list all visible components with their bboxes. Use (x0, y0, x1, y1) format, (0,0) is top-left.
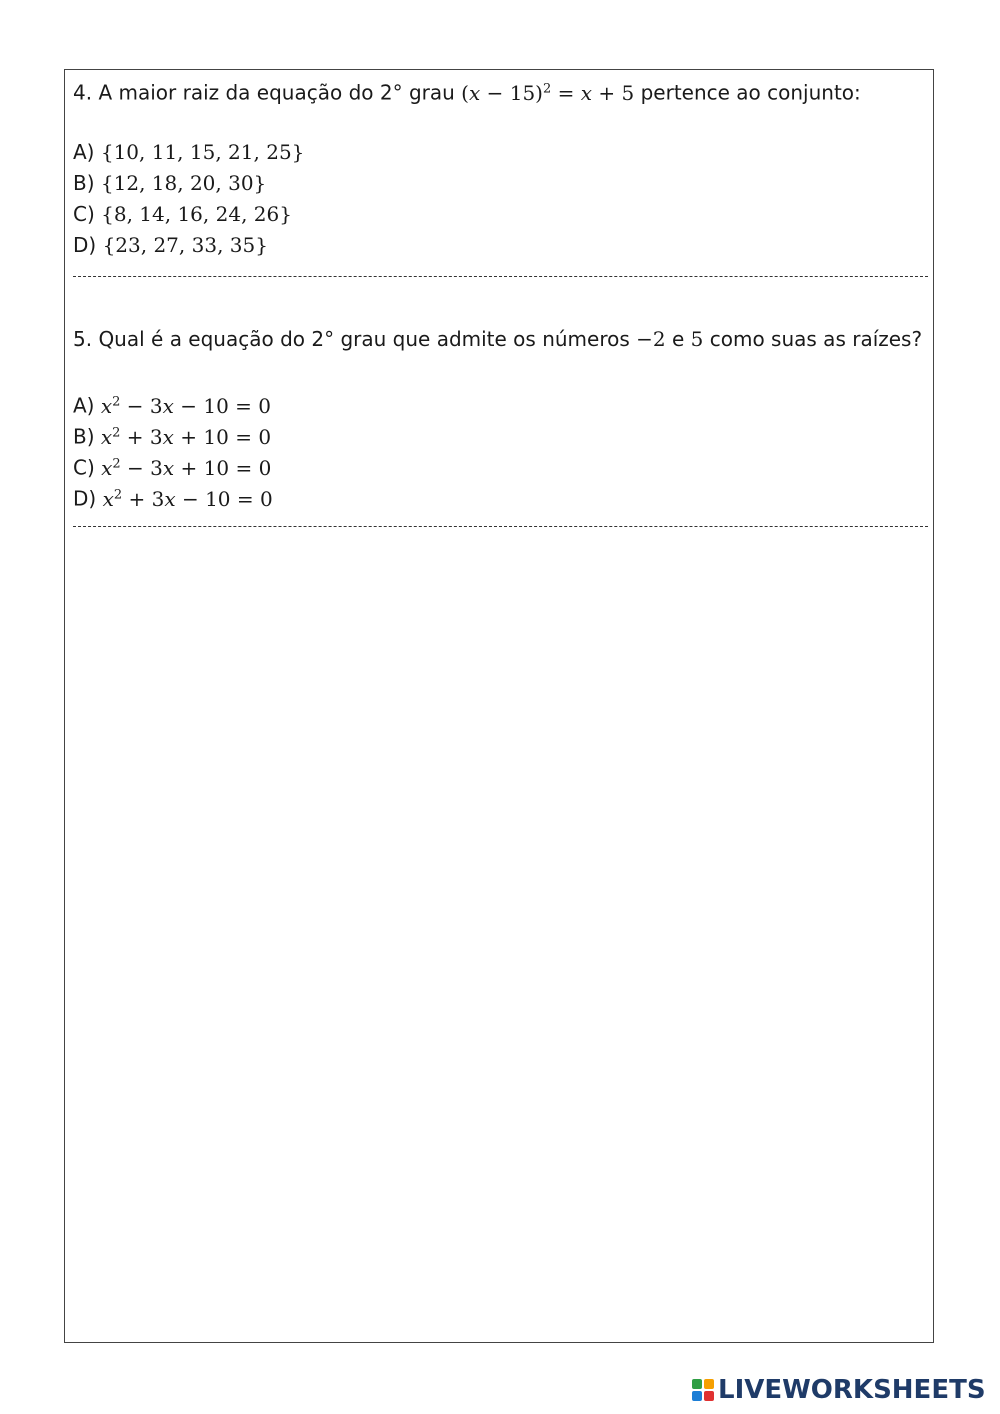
separator-1 (73, 276, 928, 277)
q4-lead: 4. A maior raiz da equação do 2° grau (73, 80, 462, 105)
q5-mid: e (665, 327, 691, 351)
q5-c-x2: x (162, 455, 175, 480)
logo-grid-icon (692, 1379, 714, 1401)
q5-d-x2: x (164, 486, 176, 511)
q5-b-x: x (100, 424, 113, 449)
q4-eq-open: ( (461, 80, 469, 105)
q5-d-rest: + 3 (122, 486, 165, 511)
q4-option-a-label: A) (73, 140, 101, 164)
q5-option-d (73, 482, 273, 512)
q4-option-b-value: {12, 18, 20, 30} (100, 171, 267, 195)
q5-option-b-equation (101, 425, 271, 449)
q5-d-x: x (102, 486, 114, 511)
q5-option-c-equation (101, 456, 271, 480)
q5-a-exp: 2 (112, 394, 121, 409)
q5-b-rest: + 3 (120, 424, 163, 449)
question-4-text (73, 76, 861, 106)
q5-trail: como suas as raízes? (703, 327, 923, 351)
q5-b-tail: + 10 = 0 (173, 424, 272, 449)
separator-2 (73, 526, 928, 527)
q4-option-c-value: {8, 14, 16, 24, 26} (101, 202, 292, 226)
q5-option-d-label: D) (73, 486, 103, 511)
q5-a-rest: − 3 (120, 393, 163, 418)
logo-square-4 (704, 1391, 714, 1401)
q4-eq-eq: = (551, 80, 581, 105)
q5-a-tail: − 10 = 0 (173, 393, 272, 418)
question-5-text (73, 326, 922, 352)
q5-number-2: 5 (690, 327, 704, 351)
q5-option-b (73, 420, 271, 450)
q5-d-tail: − 10 = 0 (175, 486, 273, 511)
q4-eq-tail: + 5 (592, 80, 635, 105)
q5-c-exp: 2 (112, 456, 121, 471)
worksheet-frame (64, 69, 934, 1343)
q5-option-a-equation (101, 394, 271, 418)
q5-a-x: x (100, 393, 113, 418)
q5-a-x2: x (162, 393, 174, 418)
q4-eq-x2: x (580, 80, 593, 105)
q4-eq-mid: − 15) (480, 80, 543, 105)
q5-c-x: x (101, 455, 113, 480)
q5-lead: 5. Qual é a equação do 2° grau que admite os números (73, 327, 637, 351)
q5-option-a (73, 389, 271, 419)
logo-square-3 (692, 1391, 702, 1401)
q5-option-c-label: C) (73, 455, 102, 480)
q4-eq-x: x (468, 80, 481, 105)
q5-d-exp: 2 (113, 487, 123, 502)
q5-b-exp: 2 (112, 425, 121, 440)
q4-option-d-label: D) (73, 233, 103, 257)
q5-option-b-label: B) (73, 424, 101, 449)
logo-square-2 (704, 1379, 714, 1389)
q4-option-b-label: B) (73, 171, 101, 195)
q5-option-d-equation (103, 487, 273, 511)
q5-c-tail: + 10 = 0 (174, 455, 272, 480)
q4-option-a (73, 139, 304, 165)
q4-equation (461, 81, 634, 105)
q5-c-rest: − 3 (120, 455, 163, 480)
liveworksheets-logo (692, 1376, 986, 1404)
q5-b-x2: x (162, 424, 174, 449)
logo-square-1 (692, 1379, 702, 1389)
q4-option-b (73, 170, 266, 196)
q4-option-d (73, 232, 268, 258)
q4-option-d-value: {23, 27, 33, 35} (102, 233, 268, 257)
q4-option-a-value: {10, 11, 15, 21, 25} (100, 140, 305, 164)
q5-option-c (73, 451, 271, 481)
q4-eq-exp: 2 (542, 81, 552, 96)
q4-option-c-label: C) (73, 202, 102, 226)
logo-text: LIVEWORKSHEETS (718, 1375, 986, 1405)
q5-number-1: −2 (636, 327, 666, 351)
q5-option-a-label: A) (73, 393, 101, 418)
q4-option-c (73, 201, 292, 227)
q4-trail: pertence ao conjunto: (634, 80, 861, 105)
